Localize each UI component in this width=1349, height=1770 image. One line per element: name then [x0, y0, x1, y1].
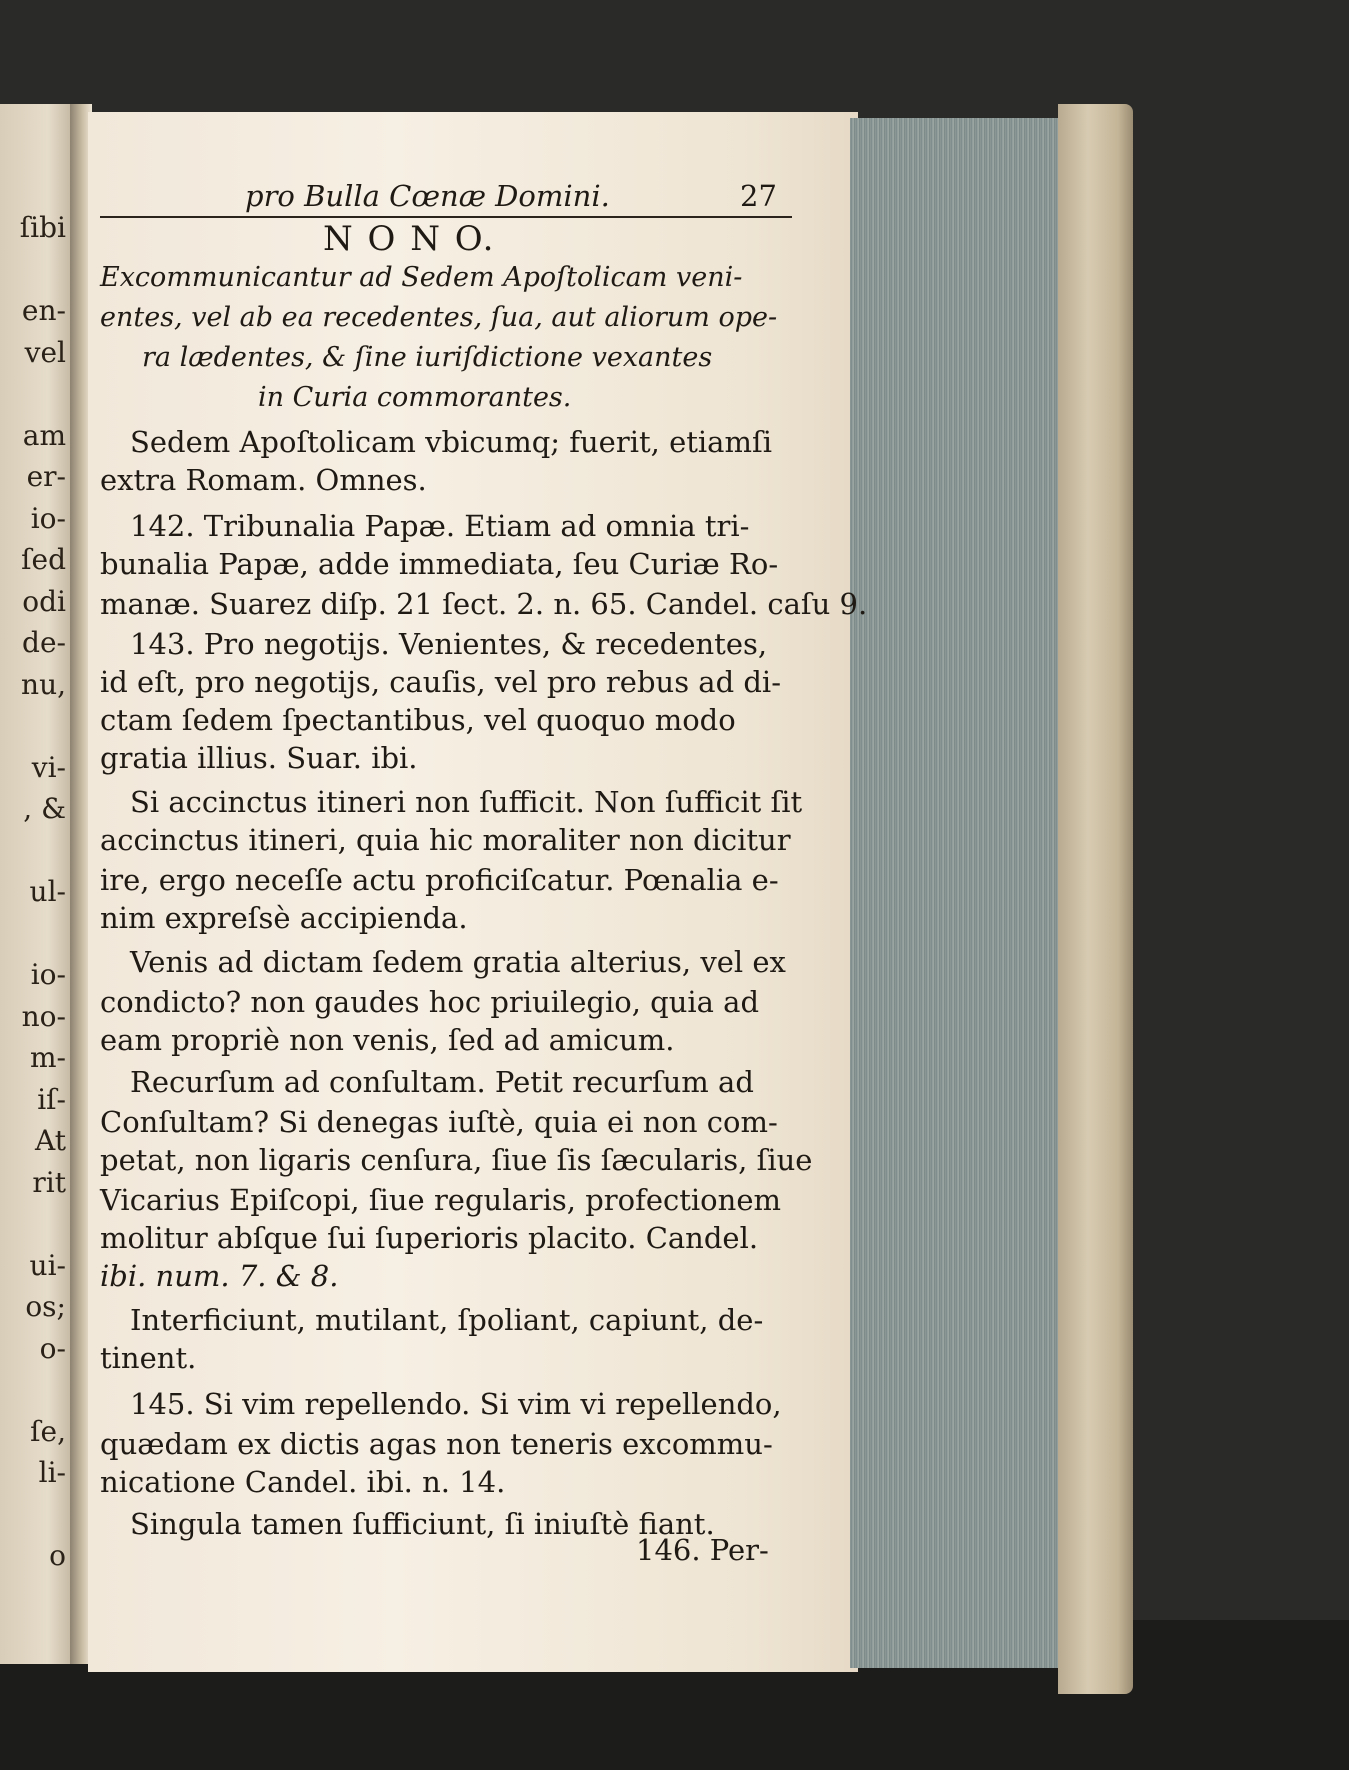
left-page-fragment: am [22, 418, 66, 452]
body-line: condicto? non gaudes hoc priuilegio, quia ad [100, 985, 760, 1019]
left-page-fragment: iſ- [37, 1082, 66, 1116]
summary-line: ra lædentes, & ſine iuriſdictione vexantes [142, 342, 713, 373]
body-line: bunalia Papæ, adde immediata, ſeu Curiæ Ro- [100, 547, 779, 581]
body-line: extra Romam. Omnes. [100, 463, 427, 497]
left-page-fragment: , & [23, 792, 66, 825]
left-page-fragment: io- [30, 958, 66, 991]
body-line: Si accinctus itineri non ſufficit. Non ſufficit ſit [130, 785, 803, 819]
body-line: Conſultam? Si denegas iuſtè, quia ei non com- [100, 1105, 778, 1139]
previous-page-sliver [0, 104, 80, 1664]
body-line: quædam ex dictis agas non teneris excommu- [100, 1427, 773, 1461]
left-page-fragment: er- [26, 460, 66, 493]
left-page-fragment: no- [21, 999, 66, 1033]
body-line: nim expreſsè accipienda. [100, 901, 468, 935]
body-line: molitur abſque ſui ſuperioris placito. Candel. [100, 1221, 759, 1255]
left-page-fragment: rit [32, 1165, 66, 1199]
left-page-fragment: io- [30, 501, 66, 535]
left-page-fragment: li- [38, 1456, 66, 1489]
left-page-fragment: os; [25, 1290, 66, 1323]
left-page-fragment: o- [39, 1331, 66, 1365]
body-line: petat, non ligaris cenſura, ſiue ſis ſæcularis, ſiue [100, 1143, 813, 1177]
body-line: 143. Pro negotijs. Venientes, & recedentes, [130, 627, 768, 661]
summary-line: in Curia commorantes. [258, 382, 572, 413]
left-page-fragment: odi [22, 584, 66, 618]
left-page-fragment: ſe, [30, 1414, 66, 1448]
left-page-fragment: vel [24, 335, 66, 369]
book-cover [1058, 104, 1133, 1694]
left-page-fragment: en- [21, 294, 66, 327]
summary-line: entes, vel ab ea recedentes, ſua, aut aliorum ope- [100, 302, 778, 333]
body-line: manæ. Suarez diſp. 21 ſect. 2. n. 65. Candel. caſu 9. [100, 587, 868, 621]
left-page-fragment: ul- [29, 875, 66, 908]
body-line: gratia illius. Suar. ibi. [100, 741, 418, 775]
body-line: id eſt, pro negotijs, cauſis, vel pro rebus ad di- [100, 665, 782, 699]
body-line: 142. Tribunalia Papæ. Etiam ad omnia tri- [130, 509, 750, 543]
body-line: Singula tamen ſufficiunt, ſi iniuſtè fiant. [130, 1507, 715, 1541]
running-title: pro Bulla Cœnæ Domini. [245, 179, 610, 213]
page-number: 27 [740, 179, 777, 213]
body-line: eam propriè non venis, ſed ad amicum. [100, 1023, 675, 1057]
left-page-fragment: At [35, 1124, 66, 1157]
body-line: Venis ad dictam ſedem gratia alterius, vel ex [130, 945, 786, 979]
left-page-fragment: ſed [21, 543, 66, 576]
body-line: Recurſum ad conſultam. Petit recurſum ad [130, 1065, 754, 1099]
left-page-fragment: ſibi [19, 211, 66, 244]
body-line: Sedem Apoſtolicam vbicumq; fuerit, etiamſi [130, 425, 772, 459]
body-line: ire, ergo neceſſe actu proficiſcatur. Pœnalia e- [100, 863, 779, 897]
left-page-fragment: ui- [29, 1248, 66, 1282]
body-line: accinctus itineri, quia hic moraliter non dicitur [100, 823, 791, 857]
left-page-fragment: de- [22, 626, 66, 659]
body-line: 145. Si vim repellendo. Si vim vi repellendo, [130, 1387, 782, 1421]
body-line: ibi. num. 7. & 8. [100, 1259, 339, 1293]
summary-line: Excommunicantur ad Sedem Apoſtolicam veni- [100, 262, 743, 293]
left-page-fragment: o [49, 1539, 66, 1572]
body-line: nicatione Candel. ibi. n. 14. [100, 1465, 506, 1499]
catchword: 146. Per- [636, 1533, 769, 1567]
left-page-fragment: vi- [31, 750, 66, 784]
body-line: Vicarius Epiſcopi, ſiue regularis, profectionem [100, 1183, 781, 1217]
body-line: tinent. [100, 1341, 197, 1375]
left-page-fragment: nu, [21, 667, 66, 701]
page-edges [850, 118, 1063, 1668]
section-title: N O N O. [323, 219, 496, 259]
left-page-fragment: m- [29, 1041, 66, 1074]
body-line: ctam ſedem ſpectantibus, vel quoquo modo [100, 703, 736, 737]
header-rule [100, 216, 792, 218]
body-line: Interficiunt, mutilant, ſpoliant, capiunt, de- [130, 1303, 764, 1337]
